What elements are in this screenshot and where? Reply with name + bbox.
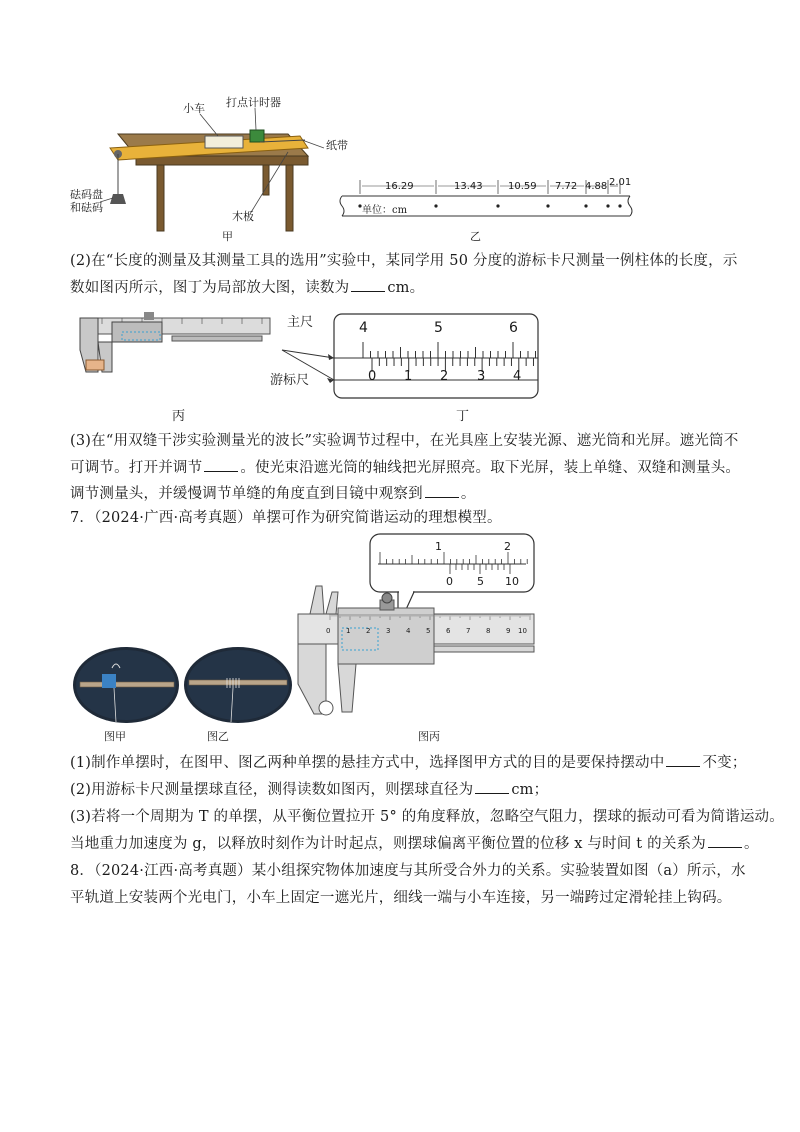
tape-segment-4: 7.72 (555, 181, 578, 192)
q7-p3-line2-post: 。 (743, 836, 759, 852)
q7-p1 (70, 750, 750, 777)
q8-line2: 平轨道上安装两个光电门，小车上固定一遮光片，细线一端与小车连接，另一端跨过定滑轮挂上钩码。 (70, 890, 732, 906)
caliper-tick-1: 1 (346, 627, 351, 635)
label-cart: 小车 (183, 102, 205, 115)
q7-answer-blank-1[interactable] (666, 752, 700, 767)
q7-caliper-figure (296, 584, 538, 722)
q7-p3-line1: (3)若将一个周期为 T 的单摆，从平衡位置拉开 5° 的角度释放，忽略空气阻力，摆球的振动可看为简谐运动。 (70, 809, 784, 825)
tape-segment-2: 13.43 (454, 181, 483, 192)
q2-line1: (2)在“长度的测量及其测量工具的选用”实验中，某同学用 50 分度的游标卡尺测量一例柱体的长度，示 (70, 253, 738, 269)
q2-line2 (70, 275, 750, 302)
caliper-tick-6: 6 (446, 627, 451, 635)
q8-line1: 8．（2024·江西·高考真题）某小组探究物体加速度与其所受合外力的关系。实验装置如图（a）所示，水 (70, 863, 746, 879)
tape-dot (496, 204, 499, 207)
q3-line3 (70, 481, 750, 508)
caliper-tick-4: 4 (406, 627, 411, 635)
caption-ding: 丁 (456, 409, 470, 424)
q3-answer-blank-1[interactable] (204, 457, 238, 472)
main-tick-4: 4 (359, 320, 368, 336)
main-tick-6: 6 (509, 320, 518, 336)
inset-vernier-tick-5: 5 (477, 575, 484, 588)
q3-line3-post: 。 (460, 486, 476, 502)
q2-line2-post: cm。 (387, 280, 425, 296)
caliper-tick-10: 10 (518, 627, 527, 635)
label-tape: 纸带 (326, 139, 348, 152)
q7-p1-post: 不变； (702, 755, 747, 771)
tape-unit: 单位：cm (362, 205, 408, 216)
tape-segment-6: 2.01 (609, 177, 632, 188)
q7-p1-pre: (1)制作单摆时，在图甲、图乙两种单摆的悬挂方式中，选择图甲方式的目的是要保持摆动中 (70, 755, 665, 771)
figure-jia-apparatus (100, 92, 340, 242)
inset-vernier-tick-0: 0 (446, 575, 453, 588)
q7-photo-jia (72, 646, 180, 724)
q7-p3-line2 (70, 831, 759, 858)
q7-photo-yi (183, 646, 293, 724)
q3-answer-blank-2[interactable] (425, 483, 459, 498)
main-tick-5: 5 (434, 320, 443, 336)
caption-bing: 丙 (172, 409, 186, 424)
caption-jia: 甲 (222, 230, 233, 243)
q7-stem: 7．（2024·广西·高考真题）单摆可作为研究简谐运动的理想模型。 (70, 510, 502, 526)
caliper-tick-3: 3 (386, 627, 391, 635)
caliper-tick-9: 9 (506, 627, 511, 635)
caliper-tick-2: 2 (366, 627, 371, 635)
vernier-scale-label: 游标尺 (270, 373, 310, 388)
tape-segment-3: 10.59 (508, 181, 537, 192)
label-timer: 打点计时器 (226, 96, 281, 109)
q7-p2 (70, 777, 750, 804)
q7-p2-post: cm； (511, 782, 549, 798)
vernier-tick-2: 2 (440, 369, 449, 384)
tape-dot (606, 204, 609, 207)
q7-answer-blank-3[interactable] (708, 833, 742, 848)
vernier-tick-4: 4 (513, 369, 522, 384)
inset-main-tick-1: 1 (435, 540, 442, 553)
q3-line1: (3)在“用双缝干涉实验测量光的波长”实验调节过程中，在光具座上安装光源、遮光筒和光屏。遮光筒不 (70, 433, 739, 449)
q3-line2-pre: 可调节。打开并调节 (70, 460, 203, 476)
label-weights-2: 和砝码 (70, 201, 103, 214)
tape-segment-5: 4.88 (585, 181, 608, 192)
tape-segment-1: 16.29 (385, 181, 414, 192)
vernier-tick-1: 1 (404, 369, 413, 384)
vernier-tick-3: 3 (477, 369, 486, 384)
tape-dot (434, 204, 437, 207)
q3-line3-pre: 调节测量头，并缓慢调节单缝的角度直到目镜中观察到 (70, 486, 423, 502)
q2-line2-pre: 数如图丙所示，图丁为局部放大图，读数为 (70, 280, 350, 296)
inset-main-tick-2: 2 (504, 540, 511, 553)
caliper-tick-8: 8 (486, 627, 491, 635)
caliper-tick-7: 7 (466, 627, 471, 635)
tape-dot (546, 204, 549, 207)
label-board: 木板 (232, 210, 254, 223)
inset-vernier-tick-10: 10 (505, 575, 519, 588)
caliper-tick-0: 0 (326, 627, 331, 635)
tape-dot (584, 204, 587, 207)
q2-answer-blank[interactable] (351, 277, 385, 292)
tape-dot (618, 204, 621, 207)
caption-fig-yi: 图乙 (207, 730, 229, 743)
q7-p3-line2-pre: 当地重力加速度为 g，以释放时刻作为计时起点，则摆球偏离平衡位置的位移 x 与时间 t 的关系为 (70, 836, 706, 852)
q3-line2 (70, 455, 750, 482)
q7-p2-pre: (2)用游标卡尺测量摆球直径，测得读数如图丙，则摆球直径为 (70, 782, 474, 798)
q3-line2-post: 。使光束沿遮光筒的轴线把光屏照亮。取下光屏，装上单缝、双缝和测量头。 (240, 460, 741, 476)
caption-fig-bing: 图丙 (418, 730, 440, 743)
vernier-tick-0: 0 (368, 369, 377, 384)
caption-yi: 乙 (470, 230, 481, 243)
caption-fig-jia: 图甲 (104, 730, 126, 743)
caliper-tick-5: 5 (426, 627, 431, 635)
main-scale-label: 主尺 (287, 315, 314, 330)
q7-answer-blank-2[interactable] (475, 779, 509, 794)
label-weights-1: 砝码盘 (70, 188, 103, 201)
